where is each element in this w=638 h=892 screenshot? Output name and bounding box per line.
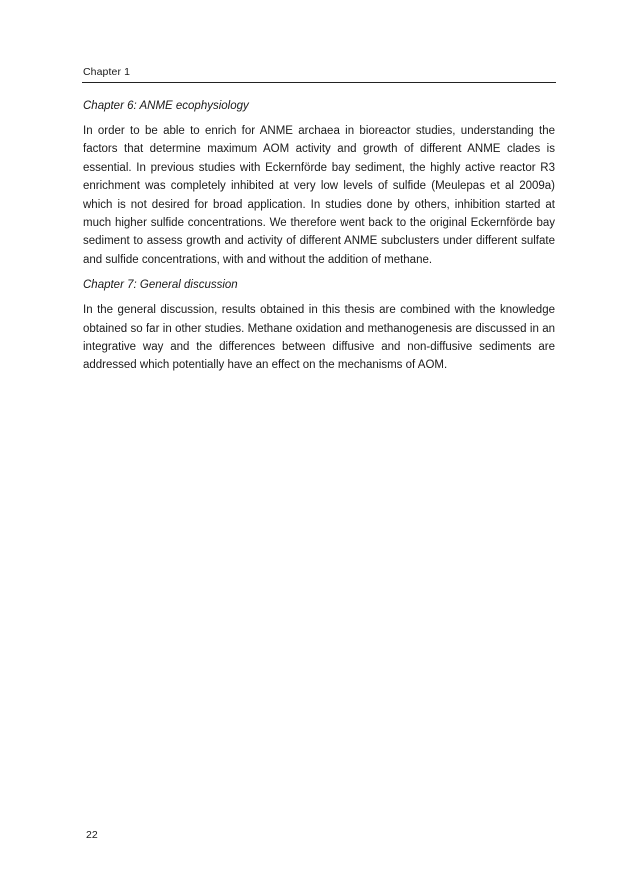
section-paragraph: In order to be able to enrich for ANME archaea in bioreactor studies, understanding the factors that determine maximum AOM activity and growth of different ANME clades is essential. In previous studies with Eckernförde bay sediment, the highly active reactor R3 enrichment was completely inhibited at very low levels of sulfide (Meulepas et al 2009a) which is not desired for broad application. In studies done by others, inhibition started at much higher sulfide concentrations. We therefore went back to the original Eckernförde bay sediment to assess growth and activity of different ANME subclusters under different sulfate and sulfide concentrations, with and without the addition of methane. (83, 125, 555, 266)
page-number: 22 (86, 829, 98, 841)
running-header: Chapter 1 (83, 66, 131, 78)
section-chapter-7 (83, 277, 555, 375)
section-title: Chapter 6: ANME ecophysiology (83, 100, 249, 112)
header-divider (82, 82, 556, 83)
section-paragraph: In the general discussion, results obtained in this thesis are combined with the knowledge obtained so far in other studies. Methane oxidation and methanogenesis are discussed in an integrative way and the differences between diffusive and non-diffusive sediments are addressed which potentially have an effect on the mechanisms of AOM. (83, 304, 555, 372)
section-title: Chapter 7: General discussion (83, 279, 238, 292)
section-chapter-6 (83, 98, 555, 269)
page-body (83, 98, 555, 383)
